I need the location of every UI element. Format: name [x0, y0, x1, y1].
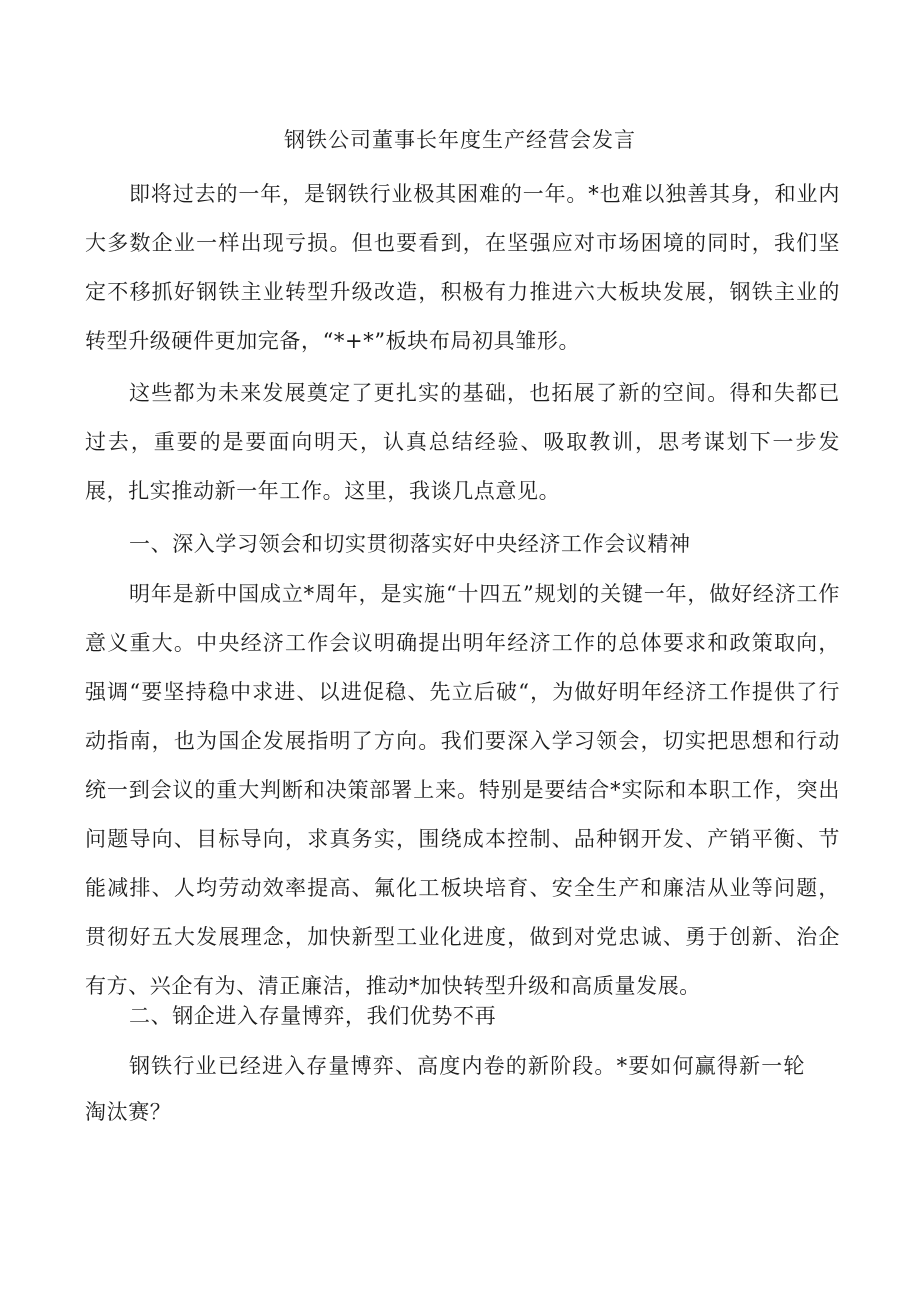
paragraph-opening: 即将过去的一年，是钢铁行业极其困难的一年。*也难以独善其身，和业内大多数企业一样出现亏损。但也要看到，在坚强应对市场困境的同时，我们坚定不移抓好钢铁主业转型升级改造，积极有力推进六大板块发展，钢铁主业的转型升级硬件更加完备，“*+*”板块布局初具雏形。 [85, 182, 840, 353]
paragraph-stock-game: 钢铁行业已经进入存量博弈、高度内卷的新阶段。*要如何赢得新一轮淘汰赛？ [85, 1054, 805, 1124]
paragraph-economic-work: 明年是新中国成立*周年，是实施“十四五”规划的关键一年，做好经济工作意义重大。中央经济工作会议明确提出明年经济工作的总体要求和政策取向，强调“要坚持稳中求进、以进促稳、先立后破“，为做好明年经济工作提供了行动指南，也为国企发展指明了方向。我们要深入学习领会，切实把思想和行动统一到会议的重大判断和决策部署上来。特别是要结合*实际和本职工作，突出问题导向、目标导向，求真务实，围绕成本控制、品种钢开发、产销平衡、节能减排、人均劳动效率提高、氟化工板块培育、安全生产和廉洁从业等问题，贯彻好五大发展理念，加快新型工业化进度，做到对党忠诚、勇于创新、治企有方、兴企有为、清正廉洁，推动*加快转型升级和高质量发展。 [85, 582, 840, 998]
paragraph-foundation: 这些都为未来发展奠定了更扎实的基础，也拓展了新的空间。得和失都已过去，重要的是要面向明天，认真总结经验、吸取教训，思考谋划下一步发展，扎实推动新一年工作。这里，我谈几点意见。 [85, 381, 840, 503]
section-heading-2: 二、钢企进入存量博弈，我们优势不再 [129, 1004, 497, 1028]
section-heading-1: 一、深入学习领会和切实贯彻落实好中央经济工作会议精神 [129, 532, 691, 556]
document-title: 钢铁公司董事长年度生产经营会发言 [284, 128, 636, 152]
